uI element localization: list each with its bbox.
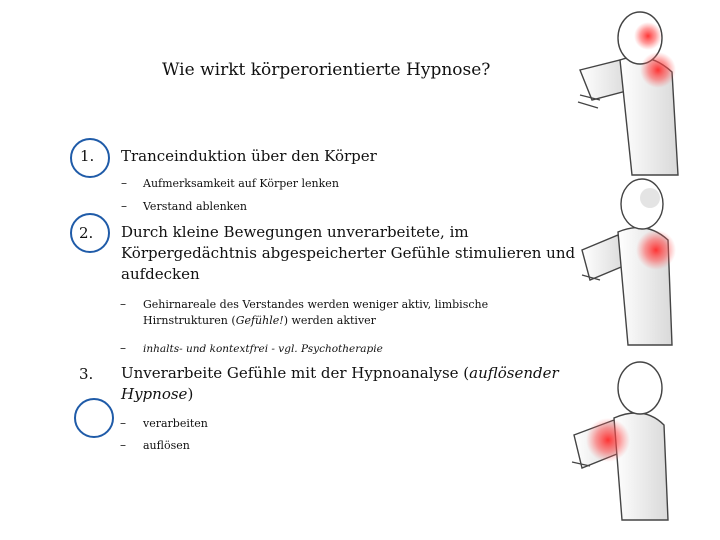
dash: – — [121, 199, 127, 213]
figure-neck-pain — [578, 12, 678, 175]
item-number-2: 2. — [79, 224, 94, 242]
subitem-2-1-line-1: Gehirnareale des Verstandes werden weniger aktiv, limbische — [143, 298, 489, 311]
subitem-2-1 — [143, 297, 488, 329]
subitem-1-1: Aufmerksamkeit auf Körper lenken — [143, 177, 339, 190]
subitem-2-1-emphasis: Gefühle! — [235, 314, 284, 327]
item-text-3-a: Unverarbeite Gefühle mit der Hypnoanalyse ( — [121, 364, 470, 382]
subitem-2-1-text-c: ) werden aktiver — [283, 314, 376, 327]
subitem-2-2: inhalts- und kontextfrei - vgl. Psychotherapie — [143, 343, 383, 355]
item-text-2-line-1: Durch kleine Bewegungen unverarbeitete, im — [121, 223, 469, 241]
item-text-2-line-3: aufdecken — [121, 265, 200, 283]
illustration-figures — [560, 0, 720, 540]
figure-shoulder-pain — [582, 179, 676, 345]
item-text-3-close: ) — [187, 385, 194, 403]
subitem-3-1: verarbeiten — [143, 417, 208, 430]
dash: – — [121, 176, 127, 190]
item-text-3 — [121, 363, 559, 405]
subitem-1-2: Verstand ablenken — [143, 200, 247, 213]
dash: – — [120, 341, 126, 355]
item-text-3-line-1 — [121, 363, 559, 384]
number-circle-3 — [74, 398, 114, 438]
subitem-2-1-line-2 — [143, 313, 488, 329]
item-text-2-line-2: Körpergedächtnis abgespeicherter Gefühle stimulieren und — [121, 244, 576, 262]
item-text-3-emphasis-2: Hypnose — [121, 385, 188, 403]
dash: – — [120, 416, 126, 430]
item-number-3: 3. — [79, 365, 94, 383]
subitem-2-1-text-a: Hirnstrukturen ( — [143, 314, 236, 327]
figure-arm-pain — [572, 362, 668, 520]
item-text-1: Tranceinduktion über den Körper — [121, 147, 377, 165]
item-text-2 — [121, 222, 575, 285]
item-text-3-line-2 — [121, 384, 559, 405]
item-number-1: 1. — [80, 147, 95, 165]
dash: – — [120, 297, 126, 311]
slide-title: Wie wirkt körperorientierte Hypnose? — [162, 60, 491, 80]
item-text-3-emphasis: auflösender — [469, 364, 559, 382]
subitem-3-2: auflösen — [143, 439, 190, 452]
dash: – — [120, 438, 126, 452]
